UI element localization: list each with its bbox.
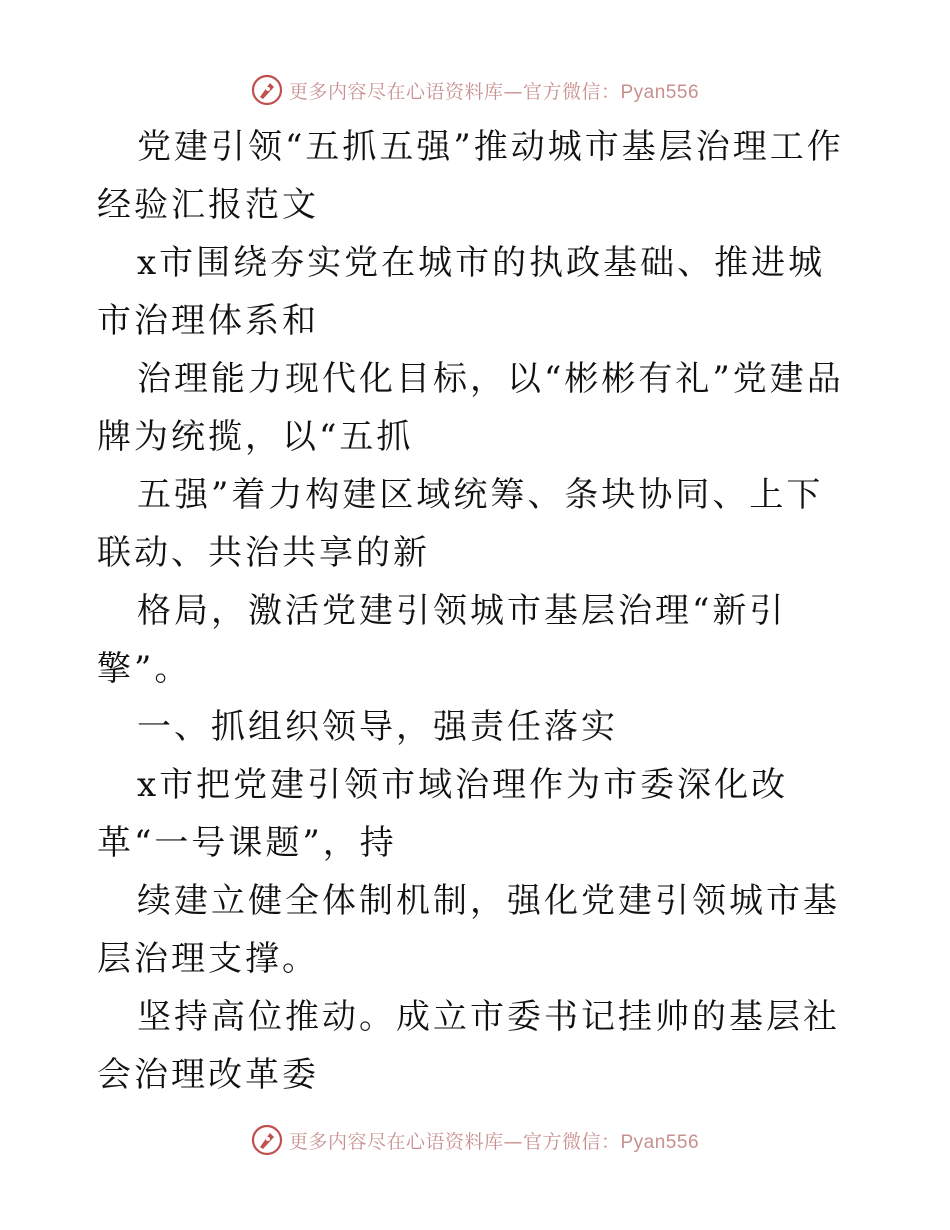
watermark-wechat-id: Pyan556	[620, 1131, 700, 1153]
paragraph: 坚持高位推动。成立市委书记挂帅的基层社会治理改革委	[97, 997, 840, 1095]
pen-nib-logo-icon	[251, 1124, 283, 1156]
watermark-separator: —	[503, 1130, 523, 1153]
paragraph: 格局，激活党建引领城市基层治理“新引擎”。	[97, 591, 787, 689]
watermark-wechat-id: Pyan556	[620, 81, 700, 103]
watermark-text: 更多内容尽在心语资料库	[288, 80, 504, 103]
paragraph: 五强”着力构建区域统筹、条块协同、上下联动、共治共享的新	[97, 475, 824, 573]
section-heading: 一、抓组织领导，强责任落实	[137, 707, 618, 747]
watermark-separator: —	[503, 80, 523, 103]
paragraph: 治理能力现代化目标，以“彬彬有礼”党建品牌为统揽，以“五抓	[97, 359, 844, 457]
document-title: 党建引领“五抓五强”推动城市基层治理工作经验汇报范文	[97, 127, 844, 225]
paragraph: 续建立健全体制机制，强化党建引领城市基层治理支撑。	[97, 881, 840, 979]
watermark-wechat-label: 官方微信：	[522, 80, 621, 103]
pen-nib-logo-icon	[251, 74, 283, 106]
header-watermark	[0, 72, 950, 108]
paragraph: x市把党建引领市域治理作为市委深化改革“一号课题”，持	[97, 765, 789, 863]
paragraph: x市围绕夯实党在城市的执政基础、推进城市治理体系和	[97, 243, 826, 341]
watermark-text: 更多内容尽在心语资料库	[288, 1130, 504, 1153]
watermark-wechat-label: 官方微信：	[522, 1130, 621, 1153]
document-body	[97, 118, 857, 1104]
footer-watermark	[0, 1122, 950, 1158]
